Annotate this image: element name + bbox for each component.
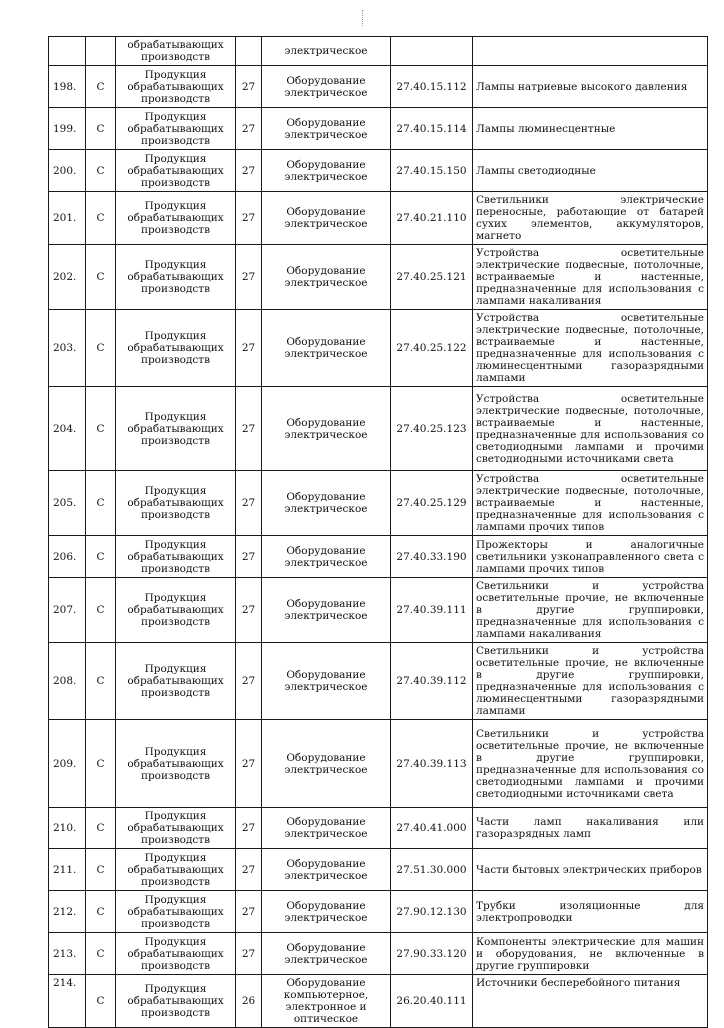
row-number: 210. bbox=[49, 808, 86, 849]
section-code: С bbox=[86, 891, 116, 933]
product-name: Устройства осветительные электрические подвесные, потолочные, встраиваемые и настенные, предназначенные для использования со светодиодными лампами и прочими светодиодными источниками света bbox=[473, 387, 708, 471]
product-name: Устройства осветительные электрические подвесные, потолочные, встраиваемые и настенные, предназначенные для использования с лампами накаливания bbox=[473, 245, 708, 310]
okpd-code: 27.40.41.000 bbox=[391, 808, 473, 849]
group-name: Продукция обрабатывающих производств bbox=[116, 245, 236, 310]
section-code: С bbox=[86, 387, 116, 471]
row-number bbox=[49, 37, 86, 66]
row-number: 207. bbox=[49, 578, 86, 643]
section-code: С bbox=[86, 150, 116, 192]
okpd-code: 27.40.25.123 bbox=[391, 387, 473, 471]
row-number: 203. bbox=[49, 310, 86, 387]
subclass-name: Оборудование электрическое bbox=[262, 536, 391, 578]
class-code: 27 bbox=[236, 536, 262, 578]
group-name: Продукция обрабатывающих производств bbox=[116, 192, 236, 245]
table-row bbox=[49, 536, 708, 578]
okpd-code: 27.40.39.112 bbox=[391, 643, 473, 720]
section-code: С bbox=[86, 808, 116, 849]
section-code: С bbox=[86, 975, 116, 1028]
okpd-code: 26.20.40.111 bbox=[391, 975, 473, 1028]
row-number: 208. bbox=[49, 643, 86, 720]
class-code: 27 bbox=[236, 808, 262, 849]
table-row bbox=[49, 310, 708, 387]
okpd-code: 27.51.30.000 bbox=[391, 849, 473, 891]
table-row bbox=[49, 192, 708, 245]
section-code: С bbox=[86, 536, 116, 578]
group-name: Продукция обрабатывающих производств bbox=[116, 150, 236, 192]
class-code: 27 bbox=[236, 245, 262, 310]
okpd-code: 27.40.15.150 bbox=[391, 150, 473, 192]
class-code: 27 bbox=[236, 108, 262, 150]
subclass-name: Оборудование электрическое bbox=[262, 387, 391, 471]
product-name: Светильники и устройства осветительные прочие, не включенные в другие группировки, предназначенные для использования с люминесцентными газоразрядными лампами bbox=[473, 643, 708, 720]
row-number: 200. bbox=[49, 150, 86, 192]
table-row bbox=[49, 849, 708, 891]
group-name: Продукция обрабатывающих производств bbox=[116, 66, 236, 108]
subclass-name: Оборудование электрическое bbox=[262, 578, 391, 643]
row-number: 198. bbox=[49, 66, 86, 108]
row-number: 205. bbox=[49, 471, 86, 536]
table-row bbox=[49, 643, 708, 720]
group-name: Продукция обрабатывающих производств bbox=[116, 975, 236, 1028]
row-number: 213. bbox=[49, 933, 86, 975]
row-number: 211. bbox=[49, 849, 86, 891]
okpd-code: 27.40.25.121 bbox=[391, 245, 473, 310]
product-name: Светильники электрические переносные, работающие от батарей сухих элементов, аккумуляторов, магнето bbox=[473, 192, 708, 245]
product-table bbox=[48, 36, 708, 1028]
group-name: обрабатывающих производств bbox=[116, 37, 236, 66]
class-code bbox=[236, 37, 262, 66]
section-code: С bbox=[86, 245, 116, 310]
group-name: Продукция обрабатывающих производств bbox=[116, 578, 236, 643]
group-name: Продукция обрабатывающих производств bbox=[116, 720, 236, 808]
subclass-name: Оборудование электрическое bbox=[262, 192, 391, 245]
group-name: Продукция обрабатывающих производств bbox=[116, 310, 236, 387]
row-number: 199. bbox=[49, 108, 86, 150]
class-code: 27 bbox=[236, 471, 262, 536]
product-name: Устройства осветительные электрические подвесные, потолочные, встраиваемые и настенные, предназначенные для использования с люминесцентными газоразрядными лампами bbox=[473, 310, 708, 387]
row-number: 209. bbox=[49, 720, 86, 808]
subclass-name: Оборудование электрическое bbox=[262, 471, 391, 536]
table-row bbox=[49, 387, 708, 471]
subclass-name: Оборудование электрическое bbox=[262, 720, 391, 808]
group-name: Продукция обрабатывающих производств bbox=[116, 536, 236, 578]
product-name: Прожекторы и аналогичные светильники узконаправленного света с лампами прочих типов bbox=[473, 536, 708, 578]
section-code: С bbox=[86, 66, 116, 108]
table-body bbox=[49, 37, 708, 1028]
class-code: 27 bbox=[236, 720, 262, 808]
product-name: Светильники и устройства осветительные прочие, не включенные в другие группировки, предназначенные для использования со светодиодными лампами и прочими светодиодными источниками света bbox=[473, 720, 708, 808]
product-name bbox=[473, 37, 708, 66]
product-name: Светильники и устройства осветительные прочие, не включенные в другие группировки, предназначенные для использования с лампами накаливания bbox=[473, 578, 708, 643]
product-name: Части бытовых электрических приборов bbox=[473, 849, 708, 891]
okpd-code: 27.90.12.130 bbox=[391, 891, 473, 933]
section-code: С bbox=[86, 933, 116, 975]
subclass-name: Оборудование электрическое bbox=[262, 933, 391, 975]
section-code bbox=[86, 37, 116, 66]
group-name: Продукция обрабатывающих производств bbox=[116, 933, 236, 975]
table-row bbox=[49, 891, 708, 933]
group-name: Продукция обрабатывающих производств bbox=[116, 808, 236, 849]
class-code: 27 bbox=[236, 849, 262, 891]
okpd-code: 27.40.25.129 bbox=[391, 471, 473, 536]
okpd-code: 27.40.33.190 bbox=[391, 536, 473, 578]
subclass-name: Оборудование электрическое bbox=[262, 310, 391, 387]
okpd-code: 27.90.33.120 bbox=[391, 933, 473, 975]
okpd-code bbox=[391, 37, 473, 66]
okpd-code: 27.40.21.110 bbox=[391, 192, 473, 245]
product-name: Компоненты электрические для машин и оборудования, не включенные в другие группировки bbox=[473, 933, 708, 975]
table-row bbox=[49, 471, 708, 536]
table-row bbox=[49, 808, 708, 849]
table-row bbox=[49, 720, 708, 808]
table-row bbox=[49, 108, 708, 150]
row-number: 204. bbox=[49, 387, 86, 471]
subclass-name: Оборудование электрическое bbox=[262, 150, 391, 192]
table-row bbox=[49, 150, 708, 192]
subclass-name: Оборудование электрическое bbox=[262, 66, 391, 108]
product-name: Лампы светодиодные bbox=[473, 150, 708, 192]
section-code: С bbox=[86, 108, 116, 150]
product-name: Лампы люминесцентные bbox=[473, 108, 708, 150]
product-name: Источники бесперебойного питания bbox=[473, 975, 708, 1028]
scan-mark bbox=[362, 10, 364, 26]
group-name: Продукция обрабатывающих производств bbox=[116, 643, 236, 720]
class-code: 27 bbox=[236, 643, 262, 720]
subclass-name: Оборудование электрическое bbox=[262, 245, 391, 310]
product-name: Части ламп накаливания или газоразрядных ламп bbox=[473, 808, 708, 849]
subclass-name: Оборудование электрическое bbox=[262, 808, 391, 849]
class-code: 27 bbox=[236, 387, 262, 471]
row-number: 212. bbox=[49, 891, 86, 933]
class-code: 27 bbox=[236, 891, 262, 933]
group-name: Продукция обрабатывающих производств bbox=[116, 849, 236, 891]
okpd-code: 27.40.25.122 bbox=[391, 310, 473, 387]
section-code: С bbox=[86, 310, 116, 387]
subclass-name: Оборудование электрическое bbox=[262, 849, 391, 891]
table-row bbox=[49, 975, 708, 1028]
table-row bbox=[49, 933, 708, 975]
group-name: Продукция обрабатывающих производств bbox=[116, 471, 236, 536]
group-name: Продукция обрабатывающих производств bbox=[116, 387, 236, 471]
table-row bbox=[49, 37, 708, 66]
subclass-name: Оборудование электрическое bbox=[262, 891, 391, 933]
class-code: 27 bbox=[236, 66, 262, 108]
product-name: Трубки изоляционные для электропроводки bbox=[473, 891, 708, 933]
class-code: 27 bbox=[236, 933, 262, 975]
row-number: 206. bbox=[49, 536, 86, 578]
product-name: Устройства осветительные электрические подвесные, потолочные, встраиваемые и настенные, предназначенные для использования с лампами прочих типов bbox=[473, 471, 708, 536]
subclass-name: Оборудование компьютерное, электронное и оптическое bbox=[262, 975, 391, 1028]
class-code: 27 bbox=[236, 150, 262, 192]
section-code: С bbox=[86, 720, 116, 808]
section-code: С bbox=[86, 192, 116, 245]
table-row bbox=[49, 578, 708, 643]
okpd-code: 27.40.39.111 bbox=[391, 578, 473, 643]
table-row bbox=[49, 66, 708, 108]
class-code: 27 bbox=[236, 310, 262, 387]
row-number: 202. bbox=[49, 245, 86, 310]
product-name: Лампы натриевые высокого давления bbox=[473, 66, 708, 108]
section-code: С bbox=[86, 471, 116, 536]
subclass-name: электрическое bbox=[262, 37, 391, 66]
section-code: С bbox=[86, 578, 116, 643]
group-name: Продукция обрабатывающих производств bbox=[116, 108, 236, 150]
table-row bbox=[49, 245, 708, 310]
okpd-code: 27.40.15.112 bbox=[391, 66, 473, 108]
class-code: 27 bbox=[236, 578, 262, 643]
class-code: 26 bbox=[236, 975, 262, 1028]
okpd-code: 27.40.15.114 bbox=[391, 108, 473, 150]
row-number: 214. bbox=[49, 975, 86, 1028]
section-code: С bbox=[86, 643, 116, 720]
row-number: 201. bbox=[49, 192, 86, 245]
okpd-code: 27.40.39.113 bbox=[391, 720, 473, 808]
group-name: Продукция обрабатывающих производств bbox=[116, 891, 236, 933]
section-code: С bbox=[86, 849, 116, 891]
subclass-name: Оборудование электрическое bbox=[262, 108, 391, 150]
class-code: 27 bbox=[236, 192, 262, 245]
subclass-name: Оборудование электрическое bbox=[262, 643, 391, 720]
